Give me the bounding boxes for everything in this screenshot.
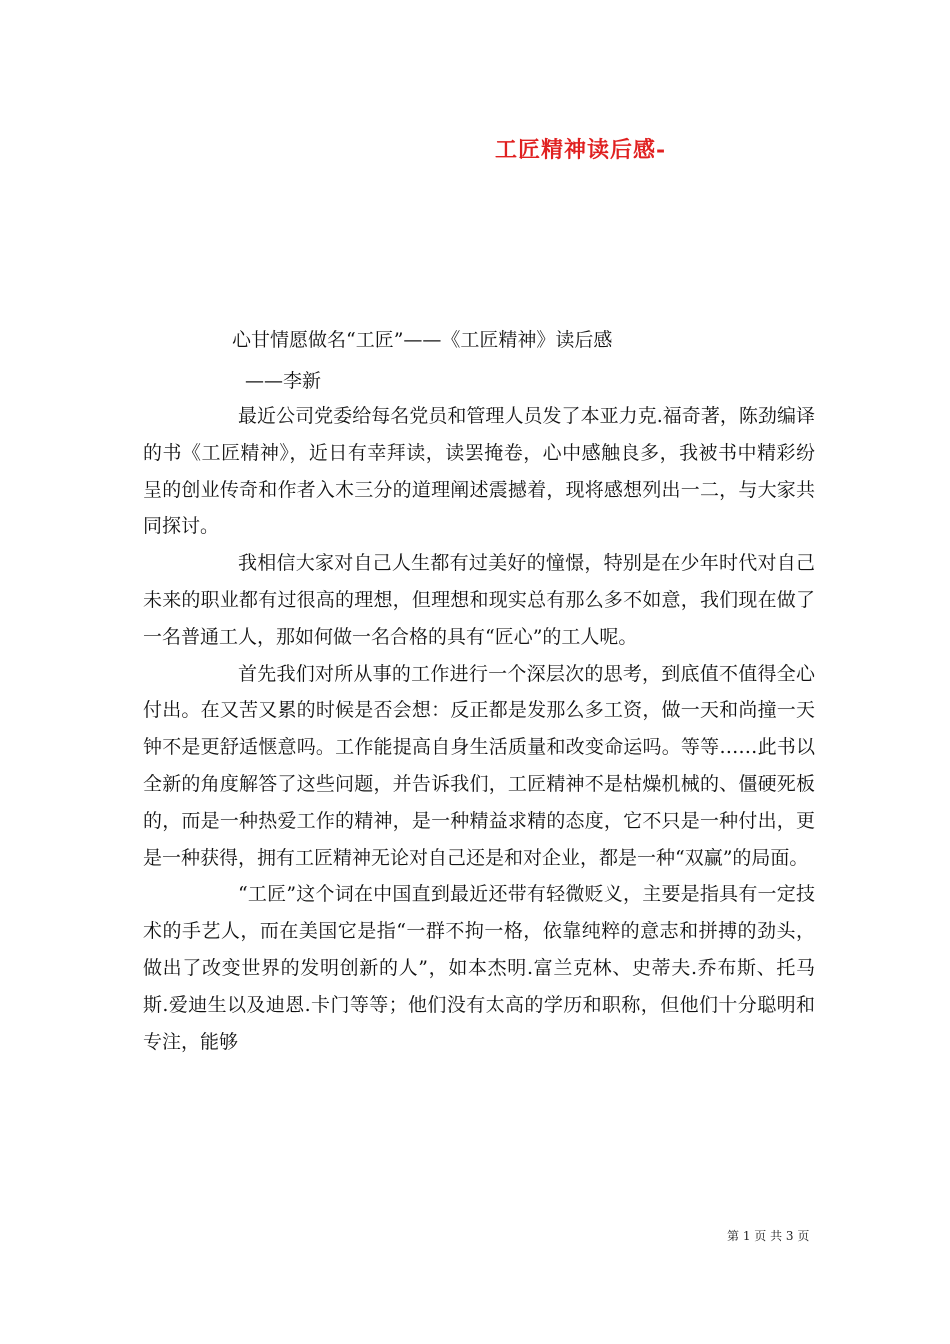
article-subtitle: 心甘情愿做名“工匠”——《工匠精神》读后感 [232, 329, 613, 351]
article-author: ——李新 [245, 370, 322, 392]
paragraph-1: 最近公司党委给每名党员和管理人员发了本亚力克.福奇著，陈劲编译的书《工匠精神》，近日有幸拜读，读罢掩卷，心中感触良多，我被书中精彩纷呈的创业传奇和作者入木三分的道理阐述震撼着，现将感想列出一二，与大家共同探讨。 [143, 405, 815, 538]
document-title: 工匠精神读后感- [495, 137, 667, 163]
article-body [143, 398, 815, 1060]
paragraph-4: “工匠”这个词在中国直到最近还带有轻微贬义，主要是指具有一定技术的手艺人，而在美国它是指“一群不拘一格，依靠纯粹的意志和拼搏的劲头，做出了改变世界的发明创新的人”，如本杰明.富兰克林、史蒂夫.乔布斯、托马斯.爱迪生以及迪恩.卡门等等；他们没有太高的学历和职称，但他们十分聪明和专注，能够 [143, 883, 815, 1053]
paragraph-2: 我相信大家对自己人生都有过美好的憧憬，特别是在少年时代对自己未来的职业都有过很高的理想，但理想和现实总有那么多不如意，我们现在做了一名普通工人，那如何做一名合格的具有“匠心”的工人呢。 [143, 552, 815, 648]
paragraph-3: 首先我们对所从事的工作进行一个深层次的思考，到底值不值得全心付出。在又苦又累的时候是否会想：反正都是发那么多工资，做一天和尚撞一天钟不是更舒适惬意吗。工作能提高自身生活质量和改变命运吗。等等……此书以全新的角度解答了这些问题，并告诉我们，工匠精神不是枯燥机械的、僵硬死板的，而是一种热爱工作的精神，是一种精益求精的态度，它不只是一种付出，更是一种获得，拥有工匠精神无论对自己还是和对企业，都是一种“双赢”的局面。 [143, 662, 815, 869]
page-number-footer: 第 1 页 共 3 页 [727, 1229, 810, 1243]
